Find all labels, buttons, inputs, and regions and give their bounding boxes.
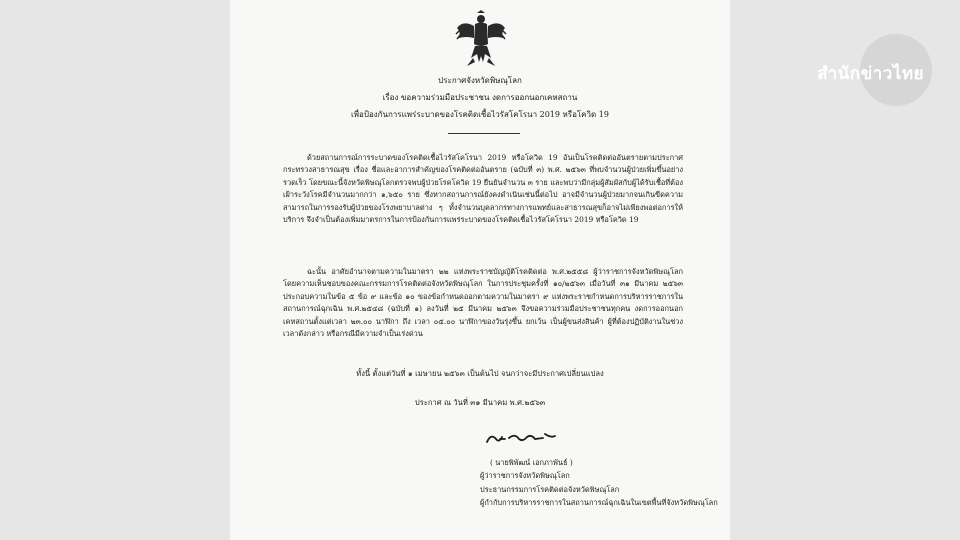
document-title: ประกาศจังหวัดพิษณุโลก: [438, 76, 522, 85]
paragraph-situation: ด้วยสถานการณ์การระบาดของโรคติดเชื้อไวรัสโคโรนา 2019 หรือโควิด 19 อันเป็นโรคติดต่ออันตรายตามประกาศกระทรวงสาธารณสุข เรื่อง ชื่อและอาการสำคัญของโรคติดต่ออันตราย (ฉบับที่ ๓) พ.ศ. ๒๕๖๓ ที่พบจำนวนผู้ป่วยเพิ่มขึ้นอย่างรวดเร็ว โดยขณะนี้จังหวัดพิษณุโลกตรวจพบผู้ป่วยโรคโควิด 19 ยืนยันจำนวน ๓ ราย และพบว่ามีกลุ่มผู้สัมผัสกับผู้ได้รับเชื้อที่ต้องเฝ้าระวังโรคมีจำนวนมากกว่า ๑,๖๕๐ ราย ซึ่งหากสถานการณ์ยังคงดำเนินเช่นนี้ต่อไป อาจมีจำนวนผู้ป่วยมากจนเกินขีดความสามารถในการรองรับผู้ป่วยของโรงพยาบาลต่าง ๆ ทั้งจำนวนบุคลากรทางการแพทย์และสาธารณสุขก็อาจไม่เพียงพอต่อการให้บริการ จึงจำเป็นต้องเพิ่มมาตรการในการป้องกันการแพร่ระบาดของโรคติดเชื้อไวรัสโคโรนา 2019 หรือโควิด 19: [283, 153, 683, 225]
title-divider: [448, 133, 520, 134]
document-subject: เรื่อง ขอความร่วมมือประชาชน งดการออกนอกเคหสถาน: [382, 93, 578, 102]
effective-date-line: ทั้งนี้ ตั้งแต่วันที่ ๑ เมษายน ๒๕๖๓ เป็นต้นไป จนกว่าจะมีประกาศเปลี่ยนแปลง: [356, 369, 604, 378]
document-page: [230, 0, 730, 540]
signer-position-governor: ผู้ว่าราชการจังหวัดพิษณุโลก: [480, 471, 570, 481]
left-margin: [0, 0, 230, 540]
signature-block: [480, 456, 718, 510]
paragraph-order: ฉะนั้น อาศัยอำนาจตามความในมาตรา ๒๒ แห่งพระราชบัญญัติโรคติดต่อ พ.ศ.๒๕๕๘ ผู้ว่าราชการจังหวัดพิษณุโลก โดยความเห็นชอบของคณะกรรมการโรคติดต่อจังหวัดพิษณุโลก ในการประชุมครั้งที่ ๑๐/๒๕๖๓ เมื่อวันที่ ๓๑ มีนาคม ๒๕๖๓ ประกอบความในข้อ ๕ ข้อ ๙ และข้อ ๑๐ ของข้อกำหนดออกตามความในมาตรา ๙ แห่งพระราชกำหนดการบริหารราชการในสถานการณ์ฉุกเฉิน พ.ศ.๒๕๔๘ (ฉบับที่ ๑) ลงวันที่ ๒๕ มีนาคม ๒๕๖๓ จึงขอความร่วมมือประชาชนทุกคน งดการออกนอกเคหสถานตั้งแต่เวลา ๒๓.๐๐ นาฬิกา ถึง เวลา ๐๕.๐๐ นาฬิกาของวันรุ่งขึ้น ยกเว้น เป็นผู้ขนส่งสินค้า ผู้ที่ต้องปฏิบัติงานในช่วงเวลาดังกล่าว หรือกรณีมีความจำเป็นเร่งด่วน: [283, 267, 683, 339]
watermark-text: สำนักข่าวไทย: [817, 64, 924, 84]
announcement-date-line: ประกาศ ณ วันที่ ๓๑ มีนาคม พ.ศ.๒๕๖๓: [414, 398, 546, 407]
handwritten-signature: [485, 430, 557, 446]
garuda-emblem-icon: [455, 10, 507, 68]
signer-position-emergency: ผู้กำกับการบริหารราชการในสถานการณ์ฉุกเฉินในเขตพื้นที่จังหวัดพิษณุโลก: [480, 498, 718, 508]
signer-name: ( นายพิพัฒน์ เอกภาพันธ์ ): [490, 458, 573, 467]
signer-position-committee: ประธานกรรมการโรคติดต่อจังหวัดพิษณุโลก: [480, 484, 620, 494]
document-purpose: เพื่อป้องกันการแพร่ระบาดของโรคติดเชื้อไวรัสโคโรนา 2019 หรือโควิด 19: [351, 110, 609, 119]
